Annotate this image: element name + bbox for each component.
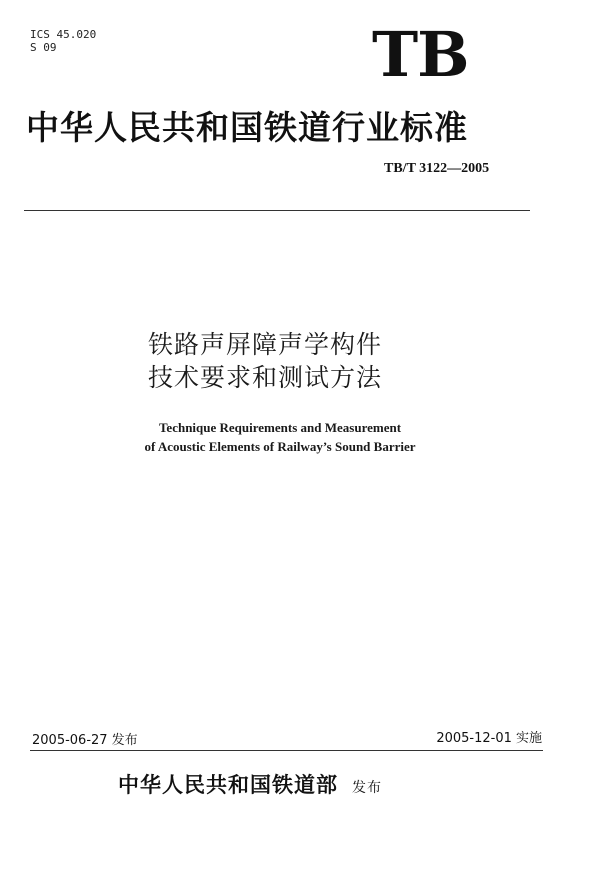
ics-code: ICS 45.020 xyxy=(30,28,97,41)
chinese-title-line-1: 铁路声屏障声学构件 xyxy=(148,330,383,359)
standard-number: TB/T 3122—2005 xyxy=(384,161,490,176)
english-title-line-2: of Acoustic Elements of Railway’s Sound Barrier xyxy=(144,439,416,454)
tb-logo: TB xyxy=(372,18,469,91)
chinese-title xyxy=(148,328,382,394)
publisher-line xyxy=(118,772,382,801)
category-code: S 09 xyxy=(30,41,57,54)
classification-codes xyxy=(30,28,96,54)
chinese-title-line-2: 技术要求和测试方法 xyxy=(148,363,383,392)
english-title xyxy=(40,418,520,456)
publish-suffix: 发布 xyxy=(352,780,382,796)
organization-standard-title: 中华人民共和国铁道行业标准 xyxy=(26,108,468,147)
english-title-line-1: Technique Requirements and Measurement xyxy=(158,420,402,435)
publisher-name: 中华人民共和国铁道部 xyxy=(118,772,338,797)
footer-divider xyxy=(30,750,543,751)
issue-date: 2005-06-27 发布 xyxy=(32,733,138,748)
implementation-date: 2005-12-01 实施 xyxy=(436,731,542,746)
header-divider xyxy=(24,210,530,211)
